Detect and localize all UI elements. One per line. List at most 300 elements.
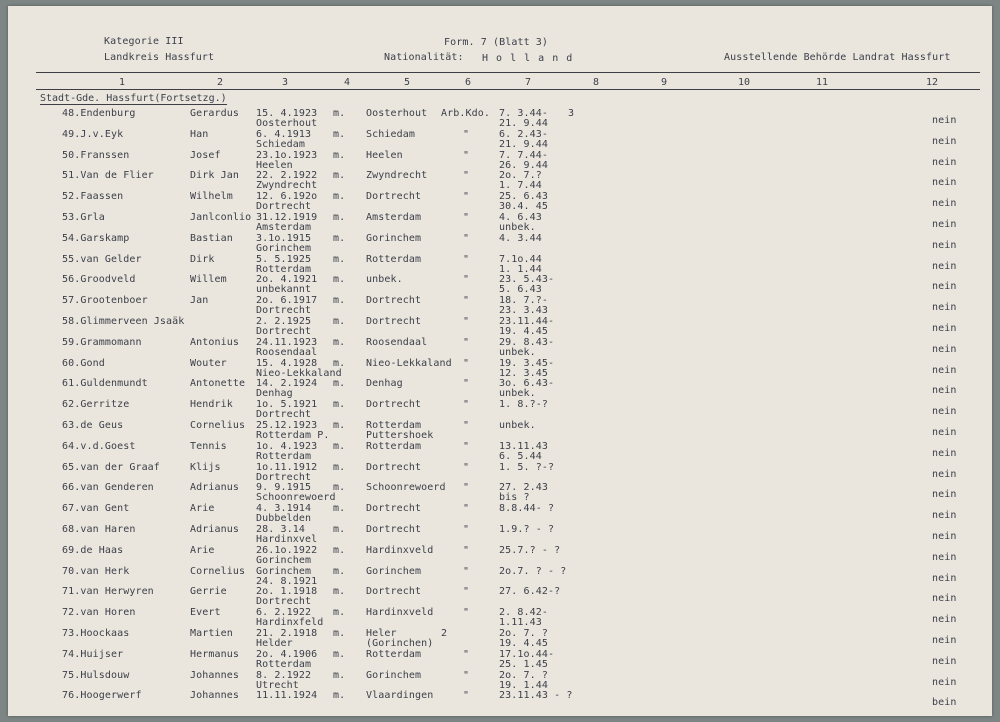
table-row: [8, 420, 992, 441]
col12-cell: nein: [932, 177, 957, 189]
date-from-cell: 2. 8.42-: [499, 607, 548, 619]
residence-cell: Rotterdam: [366, 253, 422, 265]
col12-cell: nein: [932, 489, 957, 501]
first-name-cell: Evert: [190, 607, 221, 619]
nationality-value: H o l l a n d: [482, 53, 574, 64]
residence-cell: Roosendaal: [366, 336, 428, 348]
birth-date-cell: 3.1o.1915: [256, 232, 312, 244]
date-from-cell: 1.9.? - ?: [499, 524, 555, 535]
residence-cell: Schoonrewoerd: [366, 482, 446, 494]
birth-date-cell: 23.1o.1923: [256, 149, 318, 161]
table-row: [8, 129, 992, 150]
sex-cell: m.: [333, 690, 346, 702]
residence-extra-cell: Puttershoek: [366, 430, 434, 441]
name-cell: 68.van Haren: [62, 524, 136, 535]
residence-cell: Dortrecht: [366, 461, 422, 473]
birth-place-cell: Rotterdam: [256, 450, 312, 462]
birth-date-cell: 15. 4.1928: [256, 357, 318, 369]
occupation-cell: ": [463, 607, 470, 619]
date-to-cell: 19. 4.45: [499, 326, 548, 337]
birth-date-cell: 2o. 6.1917: [256, 295, 318, 307]
birth-date-cell: 2o. 4.1906: [256, 648, 318, 660]
sex-cell: m.: [333, 128, 346, 140]
birth-date-cell: 24.11.1923: [256, 336, 318, 348]
sex-cell: m.: [333, 461, 346, 473]
sex-cell: m.: [333, 420, 346, 431]
residence-cell: Dortrecht: [366, 586, 422, 598]
sex-cell: m.: [333, 565, 346, 577]
table-row: [8, 150, 992, 171]
table-row: [8, 337, 992, 358]
name-cell: 62.Gerritze: [62, 399, 130, 411]
table-row: [8, 690, 992, 711]
residence-cell: Dortrecht: [366, 191, 422, 203]
sex-cell: m.: [333, 524, 346, 535]
name-cell: 58.Glimmerveen Jsaäk: [62, 316, 185, 327]
first-name-cell: Wouter: [190, 357, 227, 369]
occupation-cell: ": [463, 274, 470, 286]
col12-cell: nein: [932, 635, 957, 646]
sex-cell: m.: [333, 669, 346, 681]
birth-date-cell: Gorinchem: [256, 565, 312, 577]
occupation-cell: ": [463, 295, 470, 307]
date-to-cell: 1. 7.44: [499, 180, 542, 192]
name-cell: 55.van Gelder: [62, 253, 142, 265]
col12-cell: nein: [932, 531, 957, 542]
date-from-cell: 2o. 7. ?: [499, 669, 548, 681]
residence-cell: Amsterdam: [366, 212, 422, 223]
col12-cell: nein: [932, 239, 957, 251]
column-number: 11: [816, 77, 829, 88]
column-number: 8: [593, 77, 600, 88]
date-from-cell: 6. 2.43-: [499, 128, 548, 140]
occupation-cell: ": [463, 690, 470, 702]
name-cell: 74.Huijser: [62, 648, 124, 660]
birth-place-cell: Zwyndrecht: [256, 180, 318, 192]
birth-place-cell: Dortrecht: [256, 305, 312, 317]
name-cell: 73.Hoockaas: [62, 628, 130, 639]
date-to-cell: 19. 1.44: [499, 679, 548, 691]
first-name-cell: Johannes: [190, 669, 239, 681]
residence-extra-cell: (Gorinchen): [366, 638, 434, 649]
residence-cell: Rotterdam: [366, 420, 422, 431]
first-name-cell: Arie: [190, 503, 215, 515]
first-name-cell: Cornelius: [190, 420, 246, 431]
birth-date-cell: 28. 3.14: [256, 524, 305, 535]
date-from-cell: 27. 2.43: [499, 482, 548, 494]
occupation-cell: ": [463, 524, 470, 535]
birth-date-cell: 15. 4.1923: [256, 108, 318, 119]
name-cell: 63.de Geus: [62, 420, 124, 431]
date-from-cell: 25.7.? - ?: [499, 544, 561, 556]
table-row: [8, 295, 992, 316]
residence-cell: Dortrecht: [366, 503, 422, 515]
date-from-cell: 2o.7. ? - ?: [499, 565, 567, 577]
birth-date-cell: 5. 5.1925: [256, 253, 312, 265]
date-to-cell: unbek.: [499, 222, 536, 233]
column-number: 12: [926, 77, 939, 88]
occupation-cell: ": [463, 149, 470, 161]
occupation-cell: ": [463, 503, 470, 515]
birth-date-cell: 1o. 5.1921: [256, 399, 318, 411]
residence-cell: Oosterhout: [366, 108, 428, 119]
first-name-cell: Antonius: [190, 336, 239, 348]
col12-cell: nein: [932, 364, 957, 376]
birth-date-cell: 1o. 4.1923: [256, 440, 318, 452]
name-cell: 52.Faassen: [62, 191, 124, 203]
col12-cell: nein: [932, 572, 957, 584]
col12-cell: nein: [932, 115, 957, 126]
date-from-cell: 7. 3.44-: [499, 108, 548, 119]
occupation-cell: ": [463, 170, 470, 182]
residence-cell: Gorinchem: [366, 669, 422, 681]
birth-date-cell: 9. 9.1915: [256, 482, 312, 494]
col12-cell: nein: [932, 406, 957, 418]
occupation-cell: ": [463, 336, 470, 348]
birth-place-cell: Gorinchem: [256, 242, 312, 254]
occupation-cell: ": [463, 440, 470, 452]
first-name-cell: Antonette: [190, 378, 246, 390]
birth-place-cell: unbekannt: [256, 284, 312, 296]
table-row: [8, 108, 992, 129]
col12-cell: nein: [932, 593, 957, 605]
birth-place-cell: Amsterdam: [256, 222, 312, 233]
table-row: [8, 170, 992, 191]
date-from-cell: 25. 6.43: [499, 191, 548, 203]
sex-cell: m.: [333, 212, 346, 223]
date-from-cell: 29. 8.43-: [499, 336, 555, 348]
birth-date-cell: 26.1o.1922: [256, 544, 318, 556]
sex-cell: m.: [333, 108, 346, 119]
table-row: [8, 670, 992, 691]
name-cell: 76.Hoogerwerf: [62, 690, 142, 702]
col12-cell: nein: [932, 385, 957, 397]
sex-cell: m.: [333, 274, 346, 286]
date-from-cell: 4. 6.43: [499, 212, 542, 223]
date-to-cell: 1. 1.44: [499, 263, 542, 275]
date-from-cell: 1. 5. ?-?: [499, 461, 555, 473]
name-cell: 61.Guldenmundt: [62, 378, 148, 390]
name-cell: 51.Van de Flier: [62, 170, 154, 182]
birth-place-cell: Helder: [256, 638, 293, 649]
col12-cell: nein: [932, 551, 957, 563]
column-number: 7: [525, 77, 532, 88]
column-number: 3: [282, 77, 289, 88]
date-from-cell: 13.11.43: [499, 440, 548, 452]
col12-cell: bein: [932, 697, 957, 709]
table-row: [8, 524, 992, 545]
first-name-cell: Hendrik: [190, 399, 233, 411]
document-page: [8, 6, 992, 716]
table-row: [8, 212, 992, 233]
birth-place-cell: Dortrecht: [256, 409, 312, 421]
name-cell: 66.van Genderen: [62, 482, 154, 494]
date-from-cell: 23.11.43 - ?: [499, 690, 573, 702]
first-name-cell: Klijs: [190, 461, 221, 473]
first-name-cell: Josef: [190, 149, 221, 161]
date-to-cell: unbek.: [499, 388, 536, 400]
sex-cell: m.: [333, 295, 346, 307]
first-name-cell: Han: [190, 128, 209, 140]
date-from-cell: unbek.: [499, 420, 536, 431]
occupation-cell: ": [463, 253, 470, 265]
name-cell: 59.Grammomann: [62, 336, 142, 348]
date-from-cell: 8.8.44- ?: [499, 503, 555, 515]
birth-place-cell: Dortrecht: [256, 201, 312, 213]
residence-cell: Zwyndrecht: [366, 170, 428, 182]
occupation-cell: ": [463, 648, 470, 660]
birth-date-cell: 21. 2.1918: [256, 628, 318, 639]
col12-cell: nein: [932, 156, 957, 168]
birth-place-cell: Nieo-Lekkaland: [256, 367, 342, 379]
date-to-cell: 1.11.43: [499, 617, 542, 629]
birth-place-cell: Denhag: [256, 388, 293, 400]
table-row: [8, 586, 992, 607]
residence-cell: Gorinchem: [366, 565, 422, 577]
occupation-cell: ": [463, 357, 470, 369]
name-cell: 53.Grla: [62, 212, 105, 223]
first-name-cell: Arie: [190, 544, 215, 556]
residence-cell: Nieo-Lekkaland: [366, 357, 452, 369]
col12-cell: nein: [932, 676, 957, 688]
column-number: 9: [661, 77, 668, 88]
residence-cell: Hardinxveld: [366, 544, 434, 556]
col12-cell: nein: [932, 510, 957, 522]
name-cell: 48.Endenburg: [62, 108, 136, 119]
date-to-cell: 25. 1.45: [499, 658, 548, 670]
birth-place-cell: Dortrecht: [256, 596, 312, 608]
col12-cell: nein: [932, 198, 957, 210]
col12-cell: nein: [932, 655, 957, 667]
sex-cell: m.: [333, 316, 346, 327]
section-title: Stadt-Gde. Hassfurt(Fortsetzg.): [40, 93, 227, 104]
birth-date-cell: 22. 2.1922: [256, 170, 318, 182]
occupation-cell: Arb.Kdo.: [441, 108, 490, 119]
occupation-cell: ": [463, 586, 470, 598]
date-to-cell: 23. 3.43: [499, 305, 548, 317]
birth-date-cell: 2o. 1.1918: [256, 586, 318, 598]
table-row: [8, 628, 992, 649]
birth-place-cell: Gorinchem: [256, 554, 312, 566]
birth-place-cell: Utrecht: [256, 679, 299, 691]
name-cell: 69.de Haas: [62, 544, 124, 556]
form-label: Form. 7 (Blatt 3): [444, 37, 549, 48]
first-name-cell: Martien: [190, 628, 233, 639]
occupation-cell: 2: [441, 628, 448, 639]
table-row: [8, 233, 992, 254]
birth-place-cell: Hardinxvel: [256, 534, 318, 545]
sex-cell: m.: [333, 482, 346, 494]
first-name-cell: Jan: [190, 295, 209, 307]
column-number: 6: [465, 77, 472, 88]
name-cell: 56.Groodveld: [62, 274, 136, 286]
name-cell: 49.J.v.Eyk: [62, 128, 124, 140]
name-cell: 71.van Herwyren: [62, 586, 154, 598]
first-name-cell: Wilhelm: [190, 191, 233, 203]
residence-cell: Heelen: [366, 149, 403, 161]
first-name-cell: Gerrie: [190, 586, 227, 598]
birth-place-cell: Roosendaal: [256, 346, 318, 358]
residence-cell: Denhag: [366, 378, 403, 390]
col12-cell: nein: [932, 343, 957, 355]
date-from-cell: 18. 7.?-: [499, 295, 548, 307]
residence-cell: Dortrecht: [366, 316, 422, 327]
date-to-cell: 26. 9.44: [499, 159, 548, 171]
header-rule-top: [36, 72, 980, 73]
name-cell: 70.van Herk: [62, 565, 130, 577]
first-name-cell: Cornelius: [190, 565, 246, 577]
date-to-cell: 30.4. 45: [499, 201, 548, 213]
col12-cell: nein: [932, 614, 957, 626]
table-row: [8, 274, 992, 295]
birth-place-cell: Dortrecht: [256, 471, 312, 483]
sex-cell: m.: [333, 357, 346, 369]
col8-cell: 3: [568, 108, 575, 119]
birth-date-cell: 6. 4.1913: [256, 128, 312, 140]
residence-cell: Rotterdam: [366, 440, 422, 452]
occupation-cell: ": [463, 399, 470, 411]
date-to-cell: unbek.: [499, 346, 536, 358]
occupation-cell: ": [463, 420, 470, 431]
occupation-cell: ": [463, 232, 470, 244]
birth-date-cell: 14. 2.1924: [256, 378, 318, 390]
sex-cell: m.: [333, 253, 346, 265]
col12-cell: nein: [932, 323, 957, 334]
table-row: [8, 649, 992, 670]
sex-cell: m.: [333, 378, 346, 390]
birth-date-cell: 4. 3.1914: [256, 503, 312, 515]
name-cell: 64.v.d.Goest: [62, 440, 136, 452]
column-number: 4: [344, 77, 351, 88]
date-from-cell: 2o. 7. ?: [499, 628, 548, 639]
residence-cell: Vlaardingen: [366, 690, 434, 702]
date-to-cell: 5. 6.43: [499, 284, 542, 296]
date-to-cell: 21. 9.44: [499, 138, 548, 150]
residence-cell: Dortrecht: [366, 524, 422, 535]
sex-cell: m.: [333, 336, 346, 348]
first-name-cell: Adrianus: [190, 524, 239, 535]
birth-place-cell: Schoonrewoerd: [256, 492, 336, 504]
table-row: [8, 358, 992, 379]
table-row: [8, 545, 992, 566]
occupation-cell: ": [463, 128, 470, 140]
first-name-cell: Dirk: [190, 253, 215, 265]
date-to-cell: 21. 9.44: [499, 118, 548, 129]
sex-cell: m.: [333, 586, 346, 598]
first-name-cell: Tennis: [190, 440, 227, 452]
name-cell: 65.van der Graaf: [62, 461, 160, 473]
occupation-cell: ": [463, 461, 470, 473]
birth-date-cell: 25.12.1923: [256, 420, 318, 431]
birth-date-cell: 11.11.1924: [256, 690, 318, 702]
occupation-cell: ": [463, 212, 470, 223]
date-from-cell: 1. 8.?-?: [499, 399, 548, 411]
name-cell: 57.Grootenboer: [62, 295, 148, 307]
sex-cell: m.: [333, 149, 346, 161]
date-to-cell: 12. 3.45: [499, 367, 548, 379]
column-number: 5: [404, 77, 411, 88]
residence-cell: Dortrecht: [366, 295, 422, 307]
first-name-cell: Gerardus: [190, 108, 239, 119]
table-row: [8, 462, 992, 483]
date-to-cell: bis ?: [499, 492, 530, 504]
sex-cell: m.: [333, 607, 346, 619]
birth-date-cell: 12. 6.192o: [256, 191, 318, 203]
birth-place-cell: Rotterdam: [256, 658, 312, 670]
col12-cell: nein: [932, 219, 957, 230]
table-row: [8, 441, 992, 462]
sex-cell: m.: [333, 503, 346, 515]
birth-date-cell: 2. 2.1925: [256, 316, 312, 327]
col12-cell: nein: [932, 447, 957, 459]
col12-cell: nein: [932, 468, 957, 480]
col12-cell: nein: [932, 281, 957, 293]
table-row: [8, 607, 992, 628]
first-name-cell: Willem: [190, 274, 227, 286]
first-name-cell: Hermanus: [190, 648, 239, 660]
date-from-cell: 7. 7.44-: [499, 149, 548, 161]
table-row: [8, 399, 992, 420]
residence-cell: Schiedam: [366, 128, 415, 140]
name-cell: 72.van Horen: [62, 607, 136, 619]
occupation-cell: ": [463, 544, 470, 556]
col12-cell: nein: [932, 260, 957, 272]
district-label: Landkreis Hassfurt: [104, 52, 215, 63]
birth-date-cell: 6. 2.1922: [256, 607, 312, 619]
date-to-cell: 6. 5.44: [499, 450, 542, 462]
sex-cell: m.: [333, 232, 346, 244]
occupation-cell: ": [463, 316, 470, 327]
date-from-cell: 4. 3.44: [499, 232, 542, 244]
sex-cell: m.: [333, 648, 346, 660]
date-from-cell: 17.1o.44-: [499, 648, 555, 660]
occupation-cell: ": [463, 378, 470, 390]
birth-date-cell: 31.12.1919: [256, 212, 318, 223]
birth-place-cell: Oosterhout: [256, 118, 318, 129]
birth-place-cell: Dubbelden: [256, 513, 312, 525]
first-name-cell: Adrianus: [190, 482, 239, 494]
birth-date-cell: 8. 2.1922: [256, 669, 312, 681]
sex-cell: m.: [333, 170, 346, 182]
occupation-cell: ": [463, 482, 470, 494]
date-from-cell: 2o. 7.?: [499, 170, 542, 182]
name-cell: 50.Franssen: [62, 149, 130, 161]
birth-place-cell: Rotterdam P.: [256, 430, 330, 441]
first-name-cell: Bastian: [190, 232, 233, 244]
col12-cell: nein: [932, 427, 957, 438]
name-cell: 75.Hulsdouw: [62, 669, 130, 681]
table-row: [8, 316, 992, 337]
table-row: [8, 566, 992, 587]
sex-cell: m.: [333, 399, 346, 411]
date-from-cell: 3o. 6.43-: [499, 378, 555, 390]
col12-cell: nein: [932, 135, 957, 147]
table-row: [8, 254, 992, 275]
table-row: [8, 482, 992, 503]
residence-cell: Dortrecht: [366, 399, 422, 411]
occupation-cell: ": [463, 669, 470, 681]
sex-cell: m.: [333, 191, 346, 203]
table-row: [8, 503, 992, 524]
table-row: [8, 378, 992, 399]
date-from-cell: 23. 5.43-: [499, 274, 555, 286]
first-name-cell: Janlconlio: [190, 212, 252, 223]
column-number: 2: [217, 77, 224, 88]
birth-place-cell: Hardinxfeld: [256, 617, 324, 629]
birth-date-cell: 1o.11.1912: [256, 461, 318, 473]
name-cell: 60.Gond: [62, 357, 105, 369]
sex-cell: m.: [333, 440, 346, 452]
